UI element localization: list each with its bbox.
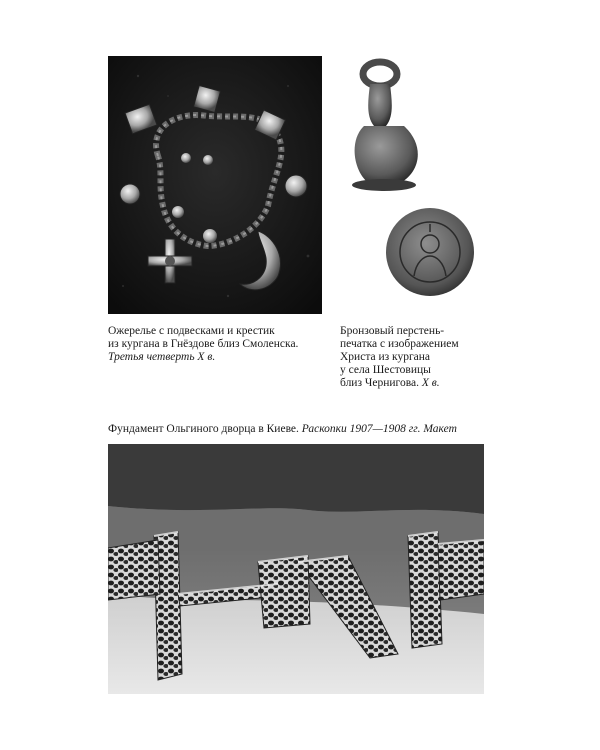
ring-caption-line-3: Христа из кургана [340,351,431,363]
palace-caption-title: Фундамент Ольгиного дворца в Киеве. [108,423,299,435]
seal-face-photo [382,204,478,300]
ring-caption-line-1: Бронзовый перстень- [340,325,445,337]
necklace-caption-date: Третья четверть X в. [108,351,216,363]
palace-caption-note: Раскопки 1907—1908 гг. Макет [301,423,457,435]
ring-caption-line-4: у села Шестовицы [340,364,431,376]
ring-photo [340,56,480,196]
palace-caption [108,423,457,436]
ring-caption-place: близ Чернигова. [340,377,419,389]
necklace-caption-line-1: Ожерелье с подвесками и крестик [108,325,275,337]
necklace-caption [108,325,298,364]
necklace-caption-line-2: из кургана в Гнёздове близ Смоленска. [108,338,299,350]
ring-caption-line-5 [340,377,459,390]
necklace-photo [108,56,322,314]
ring-caption-date: X в. [421,377,440,389]
ring-caption-line-2: печатка с изображением [340,338,459,350]
palace-foundation-photo [108,444,484,694]
ring-caption [340,325,459,390]
